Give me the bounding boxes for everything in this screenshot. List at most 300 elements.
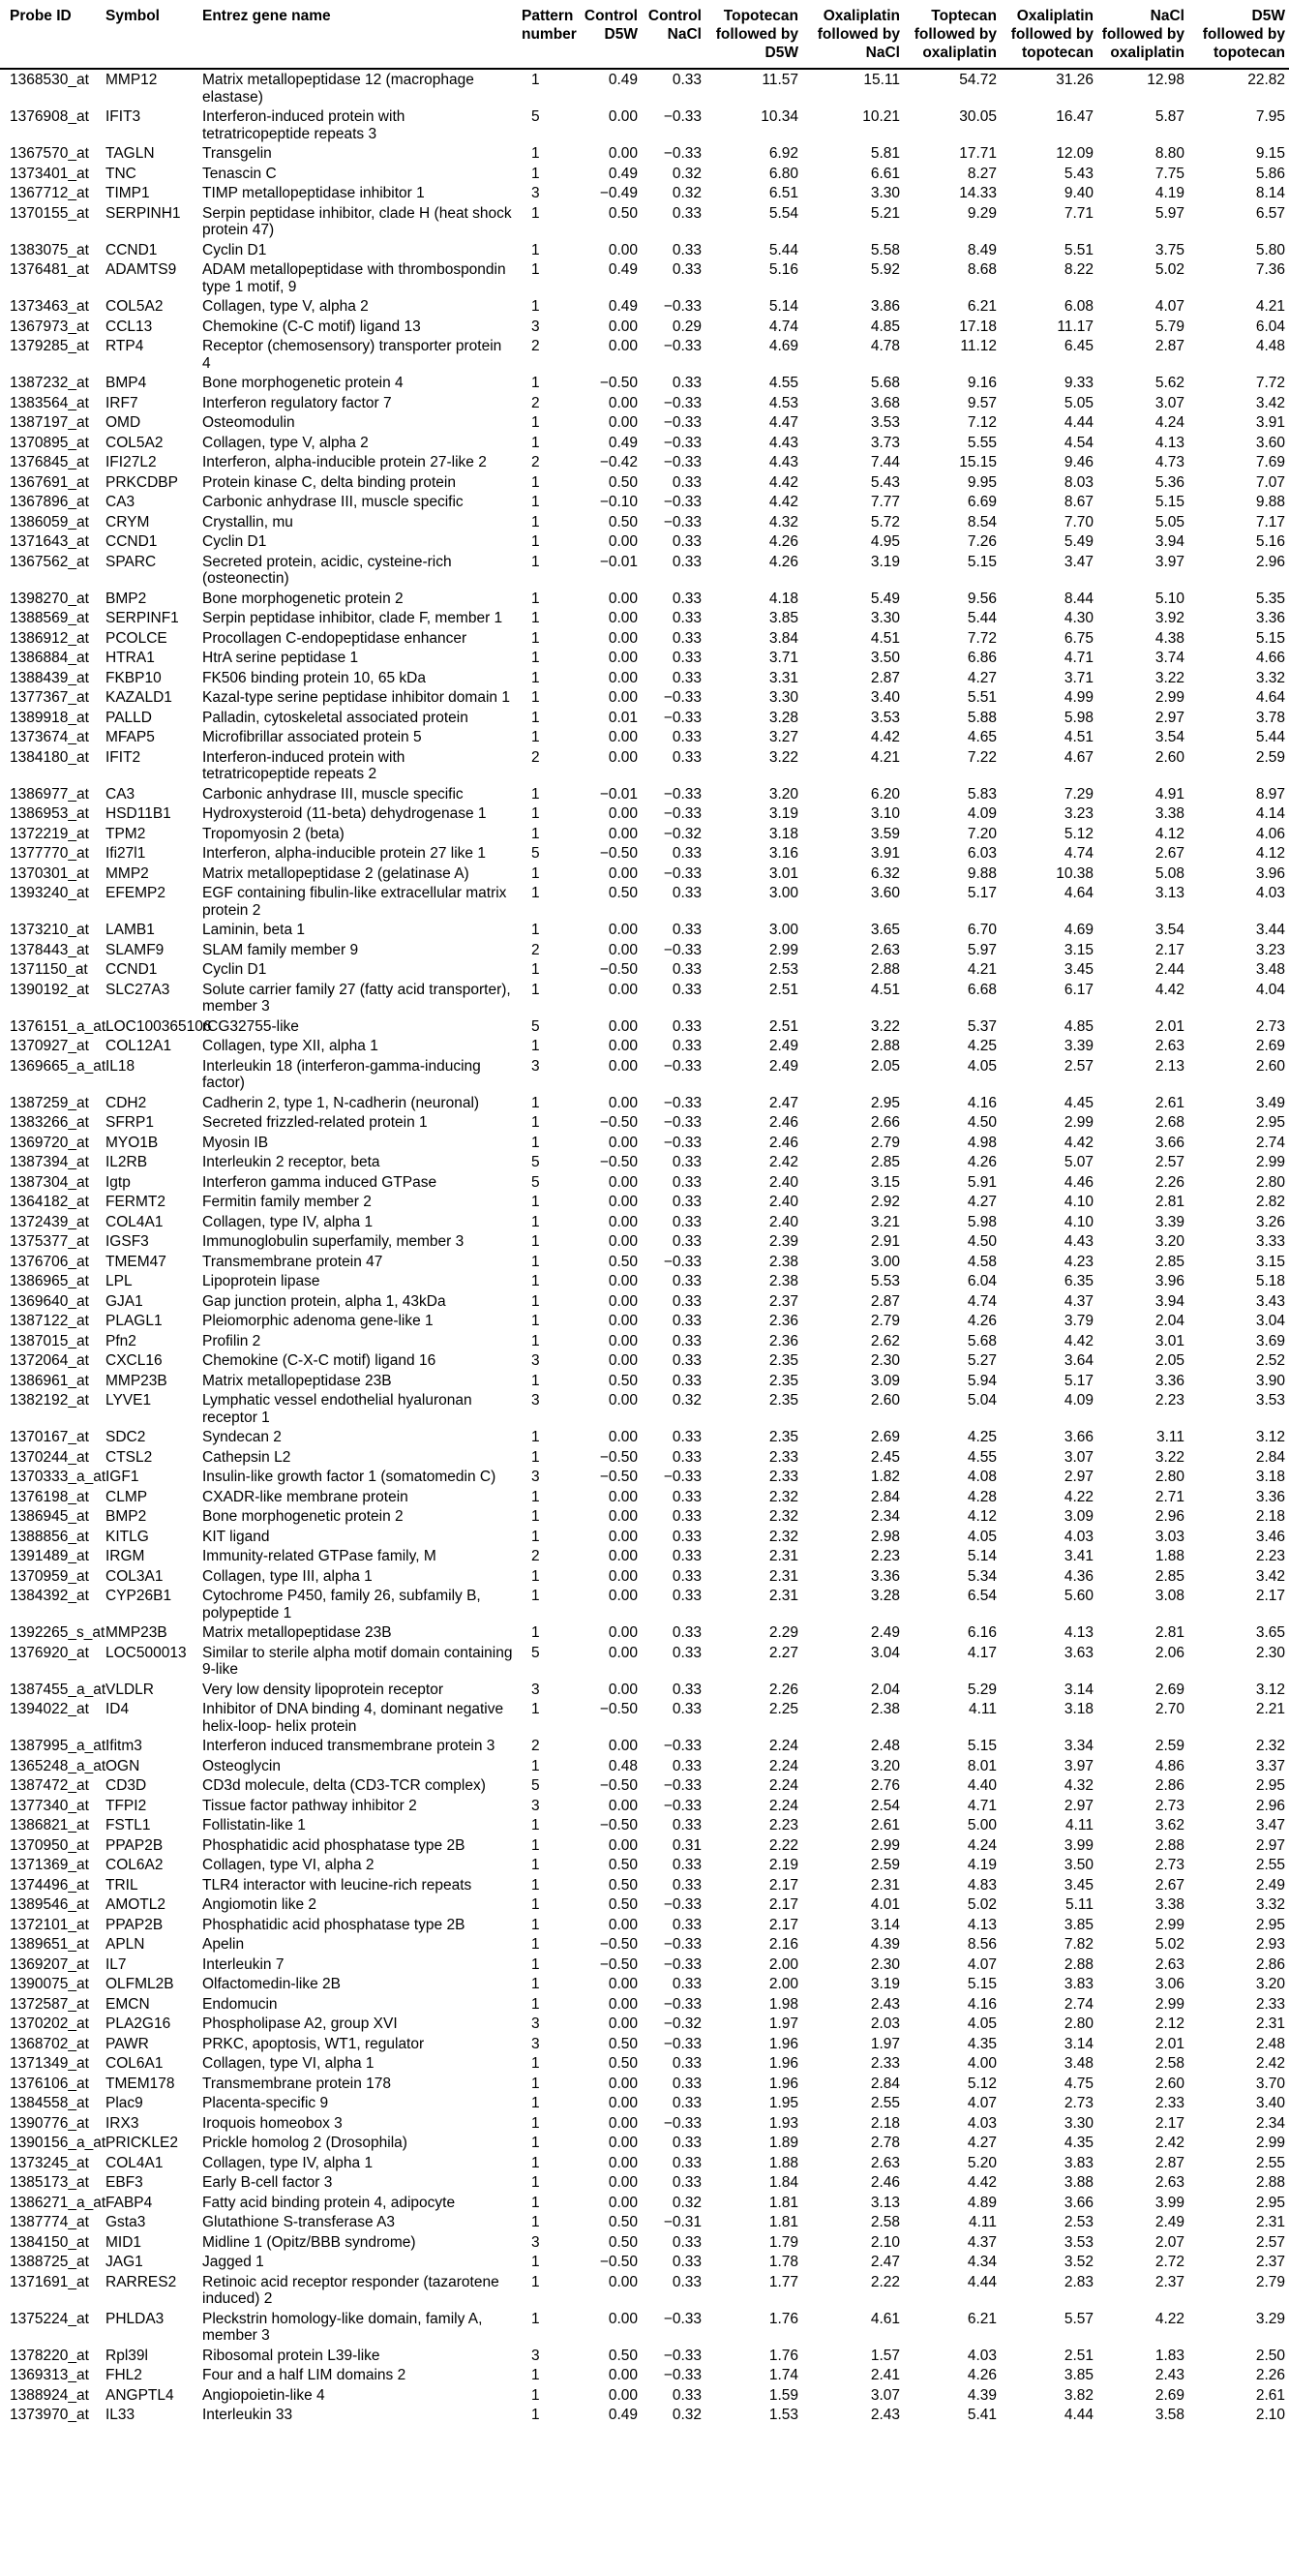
table-row bbox=[0, 883, 1289, 920]
control-nacl-cell: 0.33 bbox=[672, 1273, 702, 1289]
oxaliplatin-nacl-cell: 2.76 bbox=[870, 1777, 900, 1794]
pattern-number-cell: 1 bbox=[531, 1567, 540, 1585]
control-d5w-cell: 0.00 bbox=[608, 318, 638, 335]
control-nacl-cell: −0.33 bbox=[663, 494, 702, 510]
d5w-topotecan-cell: 3.65 bbox=[1255, 1624, 1285, 1641]
control-nacl-cell: −0.32 bbox=[663, 825, 702, 842]
oxaliplatin-topotecan-cell: 8.22 bbox=[1064, 261, 1094, 278]
probe-id-cell: 1372439_at bbox=[10, 1213, 89, 1230]
nacl-oxaliplatin-cell: 3.66 bbox=[1154, 1134, 1184, 1151]
symbol-cell: PHLDA3 bbox=[105, 2310, 165, 2327]
topotecan-d5w-cell: 2.36 bbox=[768, 1313, 798, 1329]
oxaliplatin-topotecan-cell: 7.29 bbox=[1064, 785, 1094, 803]
table-row bbox=[0, 864, 1289, 884]
control-nacl-cell: 0.32 bbox=[672, 165, 702, 182]
d5w-topotecan-cell: 2.37 bbox=[1255, 2254, 1285, 2270]
topotecan-d5w-cell: 2.33 bbox=[768, 1469, 798, 1485]
toptecan-oxaliplatin-cell: 17.18 bbox=[959, 318, 997, 335]
control-d5w-cell: 0.49 bbox=[608, 298, 638, 315]
oxaliplatin-nacl-cell: 2.55 bbox=[870, 2095, 900, 2111]
symbol-cell: IRX3 bbox=[105, 2114, 139, 2132]
control-d5w-cell: 0.00 bbox=[608, 1508, 638, 1525]
toptecan-oxaliplatin-cell: 5.00 bbox=[967, 1817, 997, 1834]
d5w-topotecan-cell: 3.12 bbox=[1255, 1429, 1285, 1445]
topotecan-d5w-cell: 4.26 bbox=[768, 553, 798, 570]
pattern-number-cell: 1 bbox=[531, 1114, 540, 1131]
header-oxaliplatin-then-topotecan: Oxaliplatin followed by topotecan bbox=[1010, 8, 1094, 61]
symbol-cell: IL7 bbox=[105, 1955, 127, 1973]
control-nacl-cell: 0.33 bbox=[672, 1757, 702, 1774]
topotecan-d5w-cell: 4.53 bbox=[768, 394, 798, 411]
oxaliplatin-nacl-cell: 1.82 bbox=[870, 1469, 900, 1485]
control-d5w-cell: −0.50 bbox=[599, 845, 638, 862]
toptecan-oxaliplatin-cell: 4.17 bbox=[967, 1644, 997, 1661]
oxaliplatin-nacl-cell: 3.68 bbox=[870, 394, 900, 411]
table-row bbox=[0, 452, 1289, 472]
probe-id-cell: 1367896_at bbox=[10, 494, 89, 510]
control-d5w-cell: 0.00 bbox=[608, 2114, 638, 2132]
gene-name-cell: Matrix metallopeptidase 23B bbox=[202, 1624, 392, 1641]
symbol-cell: CDH2 bbox=[105, 1094, 147, 1111]
topotecan-d5w-cell: 3.22 bbox=[768, 748, 798, 766]
symbol-cell: EMCN bbox=[105, 1995, 150, 2013]
topotecan-d5w-cell: 5.14 bbox=[768, 298, 798, 315]
gene-name-cell: KIT ligand bbox=[202, 1528, 270, 1545]
oxaliplatin-nacl-cell: 5.49 bbox=[870, 590, 900, 607]
toptecan-oxaliplatin-cell: 8.56 bbox=[967, 1936, 997, 1953]
oxaliplatin-topotecan-cell: 3.34 bbox=[1064, 1738, 1094, 1754]
pattern-number-cell: 1 bbox=[531, 669, 540, 686]
oxaliplatin-nacl-cell: 3.28 bbox=[870, 1588, 900, 1604]
symbol-cell: VLDLR bbox=[105, 1681, 154, 1698]
nacl-oxaliplatin-cell: 4.07 bbox=[1154, 298, 1184, 315]
symbol-cell: CA3 bbox=[105, 494, 135, 510]
toptecan-oxaliplatin-cell: 4.25 bbox=[967, 1038, 997, 1054]
symbol-cell: SERPINH1 bbox=[105, 204, 181, 222]
pattern-number-cell: 1 bbox=[531, 1976, 540, 1992]
d5w-topotecan-cell: 4.64 bbox=[1255, 689, 1285, 706]
probe-id-cell: 1377340_at bbox=[10, 1797, 89, 1814]
control-d5w-cell: 0.00 bbox=[608, 689, 638, 706]
pattern-number-cell: 1 bbox=[531, 1213, 540, 1230]
table-row bbox=[0, 2193, 1289, 2213]
nacl-oxaliplatin-cell: 12.98 bbox=[1147, 72, 1184, 88]
topotecan-d5w-cell: 2.37 bbox=[768, 1292, 798, 1310]
control-d5w-cell: 0.50 bbox=[608, 2035, 638, 2052]
table-row bbox=[0, 317, 1289, 337]
nacl-oxaliplatin-cell: 4.22 bbox=[1154, 2310, 1184, 2327]
symbol-cell: Rpl39l bbox=[105, 2347, 148, 2364]
topotecan-d5w-cell: 2.49 bbox=[768, 1038, 798, 1054]
oxaliplatin-nacl-cell: 10.21 bbox=[862, 108, 900, 125]
topotecan-d5w-cell: 1.97 bbox=[768, 2015, 798, 2032]
oxaliplatin-nacl-cell: 3.19 bbox=[870, 1976, 900, 1992]
topotecan-d5w-cell: 2.32 bbox=[768, 1508, 798, 1525]
table-row bbox=[0, 203, 1289, 240]
toptecan-oxaliplatin-cell: 6.21 bbox=[967, 2310, 997, 2327]
control-d5w-cell: 0.00 bbox=[608, 2135, 638, 2151]
gene-name-cell: Follistatin-like 1 bbox=[202, 1817, 306, 1834]
toptecan-oxaliplatin-cell: 8.27 bbox=[967, 165, 997, 182]
nacl-oxaliplatin-cell: 2.33 bbox=[1154, 2095, 1184, 2111]
toptecan-oxaliplatin-cell: 7.20 bbox=[967, 825, 997, 842]
topotecan-d5w-cell: 3.71 bbox=[768, 650, 798, 666]
nacl-oxaliplatin-cell: 2.72 bbox=[1154, 2254, 1184, 2270]
toptecan-oxaliplatin-cell: 4.83 bbox=[967, 1876, 997, 1894]
symbol-cell: KITLG bbox=[105, 1528, 149, 1545]
probe-id-cell: 1374496_at bbox=[10, 1876, 89, 1894]
d5w-topotecan-cell: 2.23 bbox=[1255, 1548, 1285, 1564]
control-d5w-cell: 0.00 bbox=[608, 1094, 638, 1111]
oxaliplatin-topotecan-cell: 3.85 bbox=[1064, 2367, 1094, 2383]
probe-id-cell: 1370301_at bbox=[10, 864, 89, 882]
pattern-number-cell: 1 bbox=[531, 1588, 540, 1604]
pattern-number-cell: 3 bbox=[531, 2015, 540, 2032]
topotecan-d5w-cell: 4.43 bbox=[768, 454, 798, 470]
gene-name-cell: Fermitin family member 2 bbox=[202, 1194, 372, 1210]
pattern-number-cell: 1 bbox=[531, 1995, 540, 2013]
oxaliplatin-topotecan-cell: 3.82 bbox=[1064, 2386, 1094, 2404]
control-nacl-cell: 0.33 bbox=[672, 669, 702, 686]
symbol-cell: IFI27L2 bbox=[105, 454, 157, 470]
gene-name-cell: Angiopoietin-like 4 bbox=[202, 2386, 325, 2404]
symbol-cell: COL12A1 bbox=[105, 1038, 172, 1054]
topotecan-d5w-cell: 2.35 bbox=[768, 1392, 798, 1409]
d5w-topotecan-cell: 4.66 bbox=[1255, 650, 1285, 666]
symbol-cell: SERPINF1 bbox=[105, 610, 179, 626]
probe-id-cell: 1367562_at bbox=[10, 553, 89, 570]
toptecan-oxaliplatin-cell: 5.41 bbox=[967, 2407, 997, 2423]
table-row bbox=[0, 2272, 1289, 2309]
probe-id-cell: 1383564_at bbox=[10, 394, 89, 411]
symbol-cell: SDC2 bbox=[105, 1429, 146, 1445]
control-nacl-cell: 0.33 bbox=[672, 1916, 702, 1933]
toptecan-oxaliplatin-cell: 4.74 bbox=[967, 1292, 997, 1310]
pattern-number-cell: 1 bbox=[531, 590, 540, 607]
probe-id-cell: 1387774_at bbox=[10, 2214, 89, 2230]
table-row bbox=[0, 1974, 1289, 1994]
control-nacl-cell: 0.33 bbox=[672, 473, 702, 491]
topotecan-d5w-cell: 3.31 bbox=[768, 669, 798, 686]
nacl-oxaliplatin-cell: 2.68 bbox=[1154, 1114, 1184, 1131]
probe-id-cell: 1371643_at bbox=[10, 533, 89, 550]
control-d5w-cell: 0.00 bbox=[608, 2174, 638, 2191]
control-d5w-cell: 0.00 bbox=[608, 1332, 638, 1349]
toptecan-oxaliplatin-cell: 8.54 bbox=[967, 513, 997, 530]
oxaliplatin-topotecan-cell: 3.48 bbox=[1064, 2055, 1094, 2072]
symbol-cell: IL2RB bbox=[105, 1154, 148, 1170]
symbol-cell: TPM2 bbox=[105, 825, 146, 842]
symbol-cell: CA3 bbox=[105, 785, 135, 803]
toptecan-oxaliplatin-cell: 4.26 bbox=[967, 1154, 997, 1170]
d5w-topotecan-cell: 3.15 bbox=[1255, 1253, 1285, 1270]
pattern-number-cell: 1 bbox=[531, 2055, 540, 2072]
symbol-cell: PALLD bbox=[105, 709, 152, 726]
oxaliplatin-nacl-cell: 2.63 bbox=[870, 941, 900, 958]
oxaliplatin-nacl-cell: 2.79 bbox=[870, 1313, 900, 1329]
probe-id-cell: 1388725_at bbox=[10, 2254, 89, 2270]
control-d5w-cell: −0.01 bbox=[599, 553, 638, 570]
control-nacl-cell: 0.33 bbox=[672, 375, 702, 391]
nacl-oxaliplatin-cell: 3.54 bbox=[1154, 729, 1184, 745]
d5w-topotecan-cell: 2.30 bbox=[1255, 1644, 1285, 1661]
gene-name-cell: Very low density lipoprotein receptor bbox=[202, 1681, 443, 1698]
gene-name-cell: Chemokine (C-C motif) ligand 13 bbox=[202, 318, 421, 335]
control-d5w-cell: −0.50 bbox=[599, 961, 638, 978]
symbol-cell: OMD bbox=[105, 414, 141, 431]
nacl-oxaliplatin-cell: 2.99 bbox=[1154, 1995, 1184, 2013]
oxaliplatin-topotecan-cell: 3.15 bbox=[1064, 941, 1094, 958]
control-nacl-cell: 0.33 bbox=[672, 2254, 702, 2270]
nacl-oxaliplatin-cell: 2.96 bbox=[1154, 1508, 1184, 1525]
oxaliplatin-nacl-cell: 3.65 bbox=[870, 922, 900, 938]
gene-name-cell: CD3d molecule, delta (CD3-TCR complex) bbox=[202, 1777, 486, 1794]
probe-id-cell: 1367691_at bbox=[10, 473, 89, 491]
gene-name-cell: Matrix metallopeptidase 12 (macrophage elastase) bbox=[202, 72, 474, 106]
probe-id-cell: 1383075_at bbox=[10, 241, 89, 258]
nacl-oxaliplatin-cell: 2.99 bbox=[1154, 1916, 1184, 1933]
d5w-topotecan-cell: 3.53 bbox=[1255, 1392, 1285, 1409]
control-nacl-cell: 0.33 bbox=[672, 2055, 702, 2072]
nacl-oxaliplatin-cell: 2.63 bbox=[1154, 1038, 1184, 1054]
control-d5w-cell: 0.00 bbox=[608, 1134, 638, 1151]
header-entrez-gene-name: Entrez gene name bbox=[202, 8, 331, 24]
pattern-number-cell: 3 bbox=[531, 1797, 540, 1814]
gene-name-cell: Phosphatidic acid phosphatase type 2B bbox=[202, 1916, 465, 1933]
oxaliplatin-nacl-cell: 1.97 bbox=[870, 2035, 900, 2052]
control-nacl-cell: 0.31 bbox=[672, 1836, 702, 1854]
table-row bbox=[0, 69, 1289, 106]
pattern-number-cell: 1 bbox=[531, 1624, 540, 1641]
oxaliplatin-topotecan-cell: 5.43 bbox=[1064, 165, 1094, 182]
toptecan-oxaliplatin-cell: 5.02 bbox=[967, 1896, 997, 1913]
oxaliplatin-nacl-cell: 3.22 bbox=[870, 1017, 900, 1035]
gene-name-cell: Interferon, alpha-inducible protein 27-like 2 bbox=[202, 454, 487, 470]
symbol-cell: IFIT2 bbox=[105, 748, 141, 766]
oxaliplatin-topotecan-cell: 4.71 bbox=[1064, 650, 1094, 666]
d5w-topotecan-cell: 3.49 bbox=[1255, 1094, 1285, 1111]
table-row bbox=[0, 552, 1289, 589]
table-row bbox=[0, 1133, 1289, 1153]
control-d5w-cell: 0.00 bbox=[608, 394, 638, 411]
symbol-cell: MYO1B bbox=[105, 1134, 159, 1151]
probe-id-cell: 1368702_at bbox=[10, 2035, 89, 2052]
toptecan-oxaliplatin-cell: 9.57 bbox=[967, 394, 997, 411]
oxaliplatin-nacl-cell: 2.30 bbox=[870, 1352, 900, 1369]
pattern-number-cell: 1 bbox=[531, 72, 540, 88]
oxaliplatin-topotecan-cell: 8.03 bbox=[1064, 473, 1094, 491]
nacl-oxaliplatin-cell: 2.05 bbox=[1154, 1352, 1184, 1369]
control-d5w-cell: 0.50 bbox=[608, 204, 638, 222]
probe-id-cell: 1386271_a_at bbox=[10, 2194, 106, 2211]
oxaliplatin-topotecan-cell: 4.42 bbox=[1064, 1332, 1094, 1349]
probe-id-cell: 1387394_at bbox=[10, 1154, 89, 1170]
symbol-cell: TMEM178 bbox=[105, 2075, 175, 2092]
probe-id-cell: 1376920_at bbox=[10, 1644, 89, 1661]
nacl-oxaliplatin-cell: 2.17 bbox=[1154, 941, 1184, 958]
nacl-oxaliplatin-cell: 4.38 bbox=[1154, 629, 1184, 647]
d5w-topotecan-cell: 2.18 bbox=[1255, 1508, 1285, 1525]
toptecan-oxaliplatin-cell: 8.68 bbox=[967, 261, 997, 278]
symbol-cell: FSTL1 bbox=[105, 1817, 151, 1834]
symbol-cell: RTP4 bbox=[105, 338, 144, 354]
gene-name-cell: PRKC, apoptosis, WT1, regulator bbox=[202, 2035, 425, 2052]
oxaliplatin-nacl-cell: 2.98 bbox=[870, 1528, 900, 1545]
topotecan-d5w-cell: 1.76 bbox=[768, 2310, 798, 2327]
toptecan-oxaliplatin-cell: 11.12 bbox=[960, 338, 997, 354]
probe-id-cell: 1384392_at bbox=[10, 1588, 89, 1604]
oxaliplatin-nacl-cell: 5.43 bbox=[870, 473, 900, 491]
d5w-topotecan-cell: 2.99 bbox=[1255, 1154, 1285, 1170]
table-row bbox=[0, 1815, 1289, 1835]
control-d5w-cell: 0.00 bbox=[608, 1038, 638, 1054]
symbol-cell: MID1 bbox=[105, 2233, 142, 2251]
control-d5w-cell: −0.50 bbox=[599, 375, 638, 391]
pattern-number-cell: 1 bbox=[531, 1134, 540, 1151]
oxaliplatin-nacl-cell: 4.61 bbox=[870, 2310, 900, 2327]
d5w-topotecan-cell: 4.06 bbox=[1255, 825, 1285, 842]
symbol-cell: IRGM bbox=[105, 1548, 145, 1564]
gene-name-cell: Jagged 1 bbox=[202, 2254, 264, 2270]
toptecan-oxaliplatin-cell: 5.29 bbox=[967, 1681, 997, 1698]
oxaliplatin-topotecan-cell: 6.45 bbox=[1064, 338, 1094, 354]
gene-name-cell: Matrix metallopeptidase 2 (gelatinase A) bbox=[202, 864, 469, 882]
pattern-number-cell: 2 bbox=[531, 338, 540, 354]
gene-name-cell: Collagen, type IV, alpha 1 bbox=[202, 2154, 374, 2171]
control-nacl-cell: 0.33 bbox=[672, 1017, 702, 1035]
control-d5w-cell: 0.00 bbox=[608, 669, 638, 686]
toptecan-oxaliplatin-cell: 5.97 bbox=[967, 941, 997, 958]
oxaliplatin-topotecan-cell: 4.44 bbox=[1064, 2407, 1094, 2423]
oxaliplatin-topotecan-cell: 3.66 bbox=[1064, 2194, 1094, 2211]
symbol-cell: MMP23B bbox=[105, 1372, 167, 1389]
d5w-topotecan-cell: 2.88 bbox=[1255, 2174, 1285, 2191]
topotecan-d5w-cell: 2.32 bbox=[768, 1488, 798, 1505]
topotecan-d5w-cell: 2.22 bbox=[768, 1836, 798, 1854]
pattern-number-cell: 1 bbox=[531, 533, 540, 550]
toptecan-oxaliplatin-cell: 5.17 bbox=[967, 885, 997, 901]
oxaliplatin-nacl-cell: 3.20 bbox=[870, 1757, 900, 1774]
control-nacl-cell: 0.33 bbox=[672, 845, 702, 862]
toptecan-oxaliplatin-cell: 4.07 bbox=[967, 1955, 997, 1973]
topotecan-d5w-cell: 4.18 bbox=[768, 590, 798, 607]
control-nacl-cell: 0.33 bbox=[672, 1548, 702, 1564]
control-d5w-cell: 0.00 bbox=[608, 1194, 638, 1210]
topotecan-d5w-cell: 2.35 bbox=[768, 1352, 798, 1369]
symbol-cell: Plac9 bbox=[105, 2095, 143, 2111]
gene-name-cell: Palladin, cytoskeletal associated protein bbox=[202, 709, 468, 726]
control-d5w-cell: 0.00 bbox=[608, 1624, 638, 1641]
topotecan-d5w-cell: 2.47 bbox=[768, 1094, 798, 1111]
control-d5w-cell: 0.00 bbox=[608, 1644, 638, 1661]
control-nacl-cell: −0.33 bbox=[663, 2310, 702, 2327]
control-nacl-cell: 0.33 bbox=[672, 885, 702, 901]
gene-name-cell: Kazal-type serine peptidase inhibitor domain 1 bbox=[202, 689, 510, 706]
nacl-oxaliplatin-cell: 3.75 bbox=[1154, 241, 1184, 258]
oxaliplatin-nacl-cell: 2.92 bbox=[870, 1194, 900, 1210]
control-d5w-cell: 0.50 bbox=[608, 1372, 638, 1389]
pattern-number-cell: 1 bbox=[531, 922, 540, 938]
oxaliplatin-topotecan-cell: 7.71 bbox=[1064, 204, 1094, 222]
toptecan-oxaliplatin-cell: 4.27 bbox=[967, 2135, 997, 2151]
gene-name-cell: SLAM family member 9 bbox=[202, 941, 359, 958]
table-row bbox=[0, 412, 1289, 433]
nacl-oxaliplatin-cell: 3.03 bbox=[1154, 1528, 1184, 1545]
probe-id-cell: 1382192_at bbox=[10, 1392, 89, 1409]
oxaliplatin-nacl-cell: 4.85 bbox=[870, 318, 900, 335]
d5w-topotecan-cell: 2.10 bbox=[1255, 2407, 1285, 2423]
gene-name-cell: Chemokine (C-X-C motif) ligand 16 bbox=[202, 1352, 436, 1369]
probe-id-cell: 1390156_a_at bbox=[10, 2135, 106, 2151]
topotecan-d5w-cell: 1.81 bbox=[768, 2214, 798, 2230]
topotecan-d5w-cell: 4.55 bbox=[768, 375, 798, 391]
oxaliplatin-nacl-cell: 4.01 bbox=[870, 1896, 900, 1913]
control-nacl-cell: 0.33 bbox=[672, 961, 702, 978]
symbol-cell: PAWR bbox=[105, 2035, 149, 2052]
control-nacl-cell: 0.33 bbox=[672, 2154, 702, 2171]
pattern-number-cell: 1 bbox=[531, 1508, 540, 1525]
control-nacl-cell: 0.33 bbox=[672, 1372, 702, 1389]
table-row bbox=[0, 2405, 1289, 2425]
nacl-oxaliplatin-cell: 3.11 bbox=[1155, 1429, 1184, 1445]
oxaliplatin-topotecan-cell: 3.23 bbox=[1064, 805, 1094, 822]
topotecan-d5w-cell: 3.85 bbox=[768, 610, 798, 626]
pattern-number-cell: 1 bbox=[531, 1936, 540, 1953]
control-nacl-cell: 0.32 bbox=[672, 185, 702, 201]
d5w-topotecan-cell: 5.18 bbox=[1255, 1273, 1285, 1289]
control-nacl-cell: −0.33 bbox=[663, 1995, 702, 2013]
nacl-oxaliplatin-cell: 3.20 bbox=[1154, 1233, 1184, 1250]
symbol-cell: TMEM47 bbox=[105, 1253, 166, 1270]
probe-id-cell: 1386961_at bbox=[10, 1372, 89, 1389]
oxaliplatin-topotecan-cell: 5.05 bbox=[1064, 394, 1094, 411]
pattern-number-cell: 1 bbox=[531, 1273, 540, 1289]
d5w-topotecan-cell: 2.17 bbox=[1255, 1588, 1285, 1604]
gene-name-cell: Tissue factor pathway inhibitor 2 bbox=[202, 1797, 417, 1814]
control-nacl-cell: −0.32 bbox=[663, 2015, 702, 2032]
gene-name-cell: Secreted frizzled-related protein 1 bbox=[202, 1114, 428, 1131]
probe-id-cell: 1387015_at bbox=[10, 1332, 89, 1349]
topotecan-d5w-cell: 4.43 bbox=[768, 434, 798, 451]
oxaliplatin-topotecan-cell: 6.35 bbox=[1064, 1273, 1094, 1289]
control-nacl-cell: 0.33 bbox=[672, 261, 702, 278]
table-row bbox=[0, 164, 1289, 184]
oxaliplatin-nacl-cell: 2.23 bbox=[870, 1548, 900, 1564]
oxaliplatin-nacl-cell: 5.81 bbox=[870, 145, 900, 162]
control-nacl-cell: 0.33 bbox=[672, 1194, 702, 1210]
d5w-topotecan-cell: 2.34 bbox=[1255, 2114, 1285, 2132]
oxaliplatin-nacl-cell: 4.78 bbox=[870, 338, 900, 354]
d5w-topotecan-cell: 3.48 bbox=[1255, 961, 1285, 978]
oxaliplatin-nacl-cell: 3.10 bbox=[870, 805, 900, 822]
oxaliplatin-topotecan-cell: 5.49 bbox=[1064, 533, 1094, 550]
table-row bbox=[0, 1994, 1289, 2015]
d5w-topotecan-cell: 3.47 bbox=[1255, 1817, 1285, 1834]
table-row bbox=[0, 1506, 1289, 1527]
oxaliplatin-nacl-cell: 3.60 bbox=[870, 885, 900, 901]
nacl-oxaliplatin-cell: 3.01 bbox=[1154, 1332, 1184, 1349]
probe-id-cell: 1391489_at bbox=[10, 1548, 89, 1564]
symbol-cell: FKBP10 bbox=[105, 669, 162, 686]
nacl-oxaliplatin-cell: 2.67 bbox=[1154, 1876, 1184, 1894]
symbol-cell: CTSL2 bbox=[105, 1448, 153, 1466]
symbol-cell: MMP23B bbox=[105, 1624, 167, 1641]
toptecan-oxaliplatin-cell: 5.27 bbox=[967, 1352, 997, 1369]
toptecan-oxaliplatin-cell: 6.86 bbox=[967, 650, 997, 666]
oxaliplatin-topotecan-cell: 12.09 bbox=[1056, 145, 1094, 162]
nacl-oxaliplatin-cell: 3.54 bbox=[1154, 922, 1184, 938]
toptecan-oxaliplatin-cell: 5.44 bbox=[967, 610, 997, 626]
